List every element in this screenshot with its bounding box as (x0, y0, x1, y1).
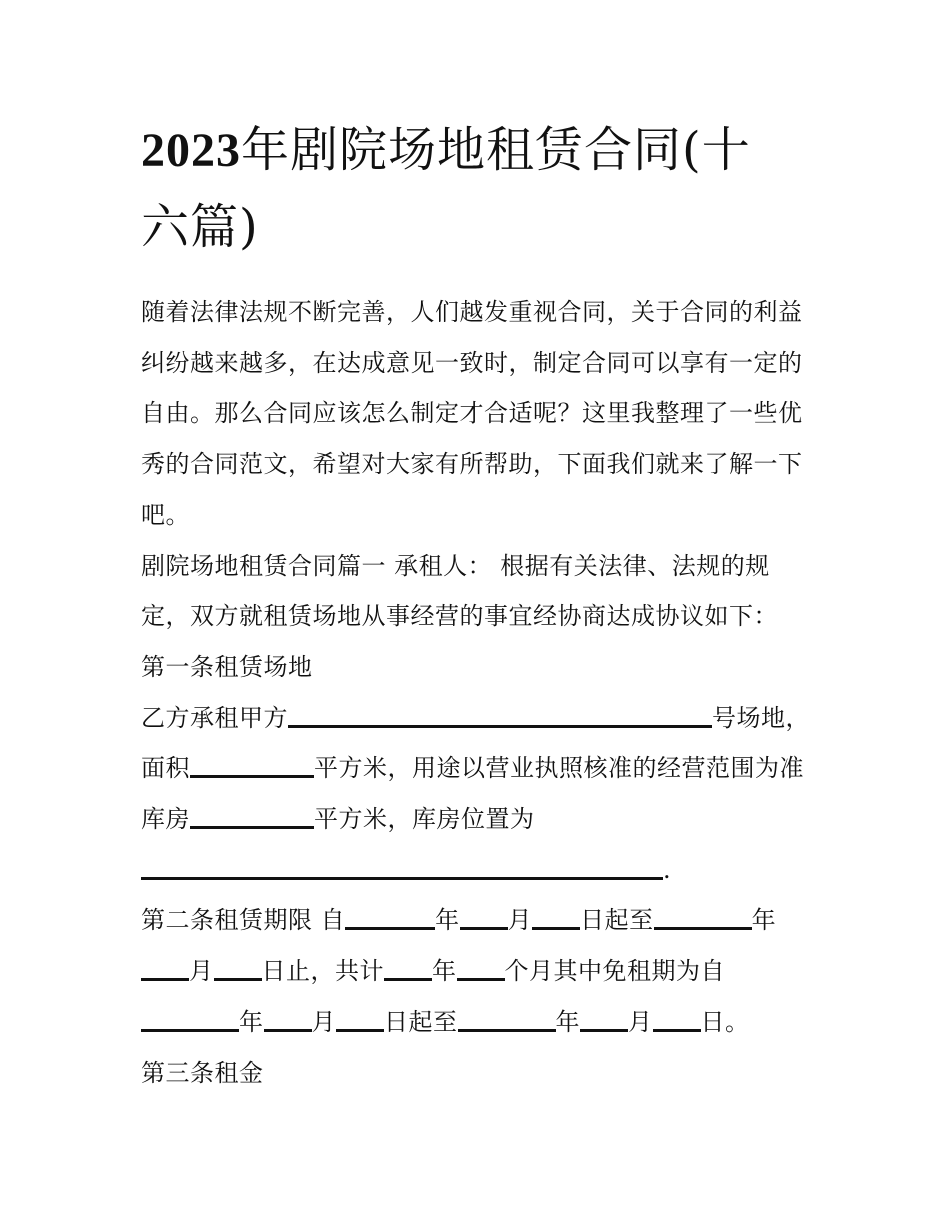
article-1-line-2-prefix: 面积 (141, 754, 190, 783)
document-title (141, 112, 821, 265)
fill-in-blank (214, 960, 262, 981)
fill-in-blank (336, 1011, 384, 1032)
article-3-heading: 第三条租金 (141, 1058, 264, 1087)
title-line-1 (141, 112, 821, 189)
intro-line: 秀的合同范文，希望对大家有所帮助，下面我们就来了解一下 (141, 450, 803, 479)
article-1-line-4-end: . (663, 855, 672, 884)
fill-in-blank (288, 707, 712, 728)
article-1-line-2-suffix: 平方米，用途以营业执照核准的经营范围为准 (314, 754, 804, 783)
article-1 (141, 642, 821, 896)
intro-paragraph (141, 287, 821, 541)
article-2 (141, 895, 821, 1047)
article-2-line (141, 946, 821, 997)
fill-in-blank (190, 808, 314, 829)
article-1-line-3-suffix: 平方米，库房位置为 (314, 805, 535, 834)
article-3 (141, 1048, 821, 1099)
article-2-line (141, 895, 821, 946)
article-1-line (141, 794, 821, 845)
fill-in-blank (190, 757, 314, 778)
fill-in-blank (460, 909, 508, 930)
article-2-text: 年 (555, 1007, 580, 1036)
fill-in-blank (653, 1011, 701, 1032)
fill-in-blank (532, 909, 580, 930)
fill-in-blank (580, 1011, 628, 1032)
intro-line: 自由。那么合同应该怎么制定才合适呢？这里我整理了一些优 (141, 399, 803, 428)
article-2-line (141, 997, 821, 1048)
article-2-text: 年 (751, 906, 777, 935)
article-2-text: 日起至 (384, 1007, 458, 1036)
intro-line: 吧。 (141, 500, 190, 529)
article-1-line (141, 743, 821, 794)
article-1-line-1-prefix: 乙方承租甲方 (141, 703, 288, 732)
title-line-2: 六篇) (141, 199, 259, 255)
intro-line: 纠纷越来越多，在达成意见一致时，制定合同可以享有一定的 (141, 348, 803, 377)
intro-line: 随着法律法规不断完善，人们越发重视合同，关于合同的利益 (141, 298, 803, 326)
article-2-text: 月 (189, 957, 214, 986)
article-2-text: 月 (311, 1007, 336, 1036)
fill-in-blank (141, 960, 189, 981)
article-1-line (141, 845, 821, 896)
article-2-text: 第二条租赁期限 自 (141, 906, 346, 935)
article-2-text: 月 (628, 1007, 653, 1036)
title-year: 2023 (141, 124, 241, 177)
article-2-text: 日。 (700, 1007, 750, 1036)
article-2-text: 年 (239, 1007, 264, 1036)
article-2-text: 个月其中免租期为自 (504, 957, 725, 986)
article-2-text: 日起至 (580, 906, 654, 935)
fill-in-blank (457, 960, 505, 981)
document-body (141, 287, 821, 1098)
fill-in-blank (654, 909, 752, 930)
article-2-text: 年 (435, 906, 460, 935)
section-1-paragraph (141, 541, 821, 642)
section-1-line: 定，双方就租赁场地从事经营的事宜经协商达成协议如下： (141, 602, 778, 631)
article-1-line-1-suffix: 号场地， (712, 703, 810, 732)
article-2-text: 月 (507, 906, 533, 935)
article-2-text: 年 (432, 957, 457, 986)
fill-in-blank (458, 1011, 556, 1032)
article-1-heading: 第一条租赁场地 (141, 652, 313, 681)
article-1-line-3-prefix: 库房 (141, 805, 190, 834)
fill-in-blank (384, 960, 432, 981)
title-line-1-text: 年剧院场地租赁合同(十 (241, 122, 751, 178)
article-2-text: 日止，共计 (261, 957, 384, 986)
fill-in-blank (141, 859, 663, 880)
fill-in-blank (345, 909, 435, 930)
fill-in-blank (141, 1011, 239, 1032)
article-1-line (141, 693, 821, 744)
section-1-line: 剧院场地租赁合同篇一 承租人： 根据有关法律、法规的规 (141, 551, 770, 580)
fill-in-blank (264, 1011, 312, 1032)
document-page (141, 112, 821, 1098)
